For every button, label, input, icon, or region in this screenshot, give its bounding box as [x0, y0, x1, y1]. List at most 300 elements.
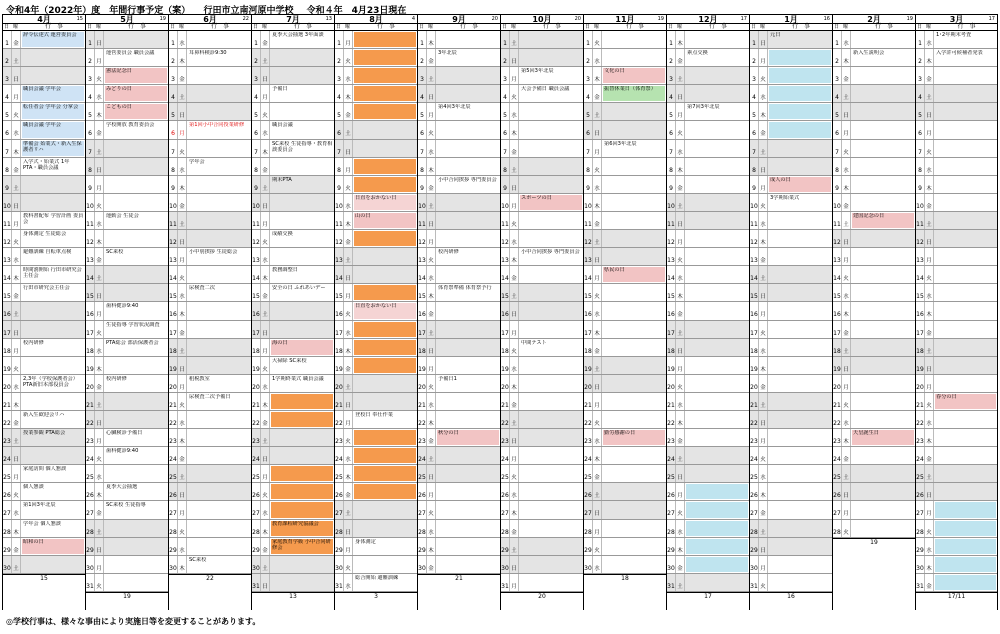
weekday: 土 [344, 501, 353, 518]
day-number: 24 [418, 447, 427, 464]
event-text [935, 159, 996, 174]
weekday: 水 [178, 31, 187, 48]
day-row [418, 266, 500, 284]
day-row [86, 103, 168, 121]
event-text [603, 502, 665, 517]
day-row [169, 31, 251, 49]
weekday: 日 [178, 483, 187, 500]
day-row [833, 85, 915, 103]
event-text [22, 448, 84, 463]
weekday: 日 [925, 483, 934, 500]
day-number: 20 [916, 375, 925, 392]
day-number: 17 [252, 321, 261, 338]
weekday: 水 [510, 230, 519, 247]
weekday: 火 [842, 266, 851, 283]
event-text [354, 249, 416, 264]
day-row [667, 284, 749, 302]
month-name: 10月 [532, 15, 552, 24]
weekday: 日 [261, 447, 270, 464]
day-row [584, 121, 666, 139]
weekday: 火 [842, 520, 851, 537]
weekday: 日 [178, 357, 187, 374]
day-row [667, 411, 749, 429]
day-number: 9 [3, 176, 12, 193]
event-text [105, 412, 167, 427]
event-text [520, 521, 582, 536]
day-number: 17 [86, 321, 95, 338]
subheader-day: 日 [336, 24, 342, 30]
day-row [335, 501, 417, 519]
event-text [354, 322, 416, 337]
day-number: 29 [418, 538, 427, 555]
day-number: 25 [3, 465, 12, 482]
day-number: 3 [86, 67, 95, 84]
day-row [833, 266, 915, 284]
day-row [833, 67, 915, 85]
event-text [935, 86, 996, 101]
weekday: 火 [12, 103, 21, 120]
day-row [501, 212, 583, 230]
weekday: 日 [427, 212, 436, 229]
event-text [686, 539, 748, 554]
day-number: 2 [916, 49, 925, 66]
day-number: 27 [667, 501, 676, 518]
day-number: 27 [916, 501, 925, 518]
month-name: 11月 [615, 15, 635, 24]
day-row [501, 266, 583, 284]
day-number: 5 [750, 103, 759, 120]
day-row [584, 140, 666, 158]
day-row [335, 411, 417, 429]
weekday: 日 [12, 194, 21, 211]
event-text [686, 430, 748, 445]
day-number: 4 [418, 85, 427, 102]
weekday: 水 [759, 212, 768, 229]
event-text [354, 104, 416, 119]
weekday: 木 [344, 212, 353, 229]
day-row [833, 339, 915, 357]
weekday: 木 [510, 375, 519, 392]
day-number: 29 [335, 538, 344, 555]
day-number: 29 [501, 538, 510, 555]
event-text: 建国記念の日 [852, 213, 914, 228]
weekday: 日 [261, 574, 270, 591]
event-text [354, 50, 416, 65]
event-text [188, 502, 250, 517]
subheader-events: 行 事 [874, 23, 893, 30]
weekday: 火 [178, 520, 187, 537]
month-header [584, 14, 666, 24]
event-text [520, 376, 582, 391]
day-row [335, 465, 417, 483]
day-row [252, 121, 334, 139]
day-row [916, 393, 997, 411]
weekday: 水 [95, 85, 104, 102]
event-text [354, 122, 416, 137]
day-number: 19 [252, 357, 261, 374]
day-row [86, 158, 168, 176]
event-text [354, 340, 416, 355]
weekday: 土 [676, 447, 685, 464]
weekday: 木 [344, 465, 353, 482]
day-number: 19 [501, 357, 510, 374]
day-number: 7 [252, 140, 261, 157]
day-number: 15 [750, 284, 759, 301]
event-text [935, 195, 996, 210]
weekday: 土 [510, 158, 519, 175]
day-row [86, 574, 168, 592]
day-row [584, 411, 666, 429]
day-row [335, 31, 417, 49]
event-text [105, 177, 167, 192]
weekday: 水 [842, 158, 851, 175]
day-number: 21 [667, 393, 676, 410]
day-row [418, 176, 500, 194]
day-number: 20 [418, 375, 427, 392]
day-row [86, 321, 168, 339]
event-text [935, 322, 996, 337]
weekday: 月 [510, 194, 519, 211]
event-text [520, 466, 582, 481]
weekday: 金 [842, 447, 851, 464]
weekday: 木 [427, 411, 436, 428]
event-text: 憲法記念日 [105, 68, 167, 83]
event-text [686, 394, 748, 409]
day-number: 13 [86, 248, 95, 265]
day-number: 11 [418, 212, 427, 229]
event-text: 大掃除 SC来校 [272, 357, 307, 364]
day-row [169, 339, 251, 357]
event-text [852, 86, 914, 101]
day-number: 28 [252, 520, 261, 537]
weekday: 金 [593, 85, 602, 102]
event-text: SC来校 生徒指導 [106, 502, 146, 509]
day-number: 7 [169, 140, 178, 157]
event-text [769, 249, 831, 264]
weekday: 火 [759, 321, 768, 338]
event-text [188, 430, 250, 445]
day-number: 6 [501, 121, 510, 138]
weekday: 日 [759, 411, 768, 428]
day-row [833, 284, 915, 302]
weekday: 金 [510, 520, 519, 537]
day-number: 5 [86, 103, 95, 120]
weekday: 金 [95, 248, 104, 265]
weekday: 土 [178, 212, 187, 229]
day-row [916, 230, 997, 248]
event-text: 学年会 個人懇談 [23, 520, 61, 527]
day-number: 27 [418, 501, 427, 518]
weekday: 日 [842, 103, 851, 120]
weekday: 土 [842, 85, 851, 102]
event-text [769, 104, 831, 119]
day-row [833, 429, 915, 447]
day-number: 22 [667, 411, 676, 428]
weekday: 水 [427, 393, 436, 410]
day-number: 20 [750, 375, 759, 392]
day-row [86, 429, 168, 447]
weekday: 日 [95, 538, 104, 555]
event-text [935, 430, 996, 445]
event-text [22, 557, 84, 572]
day-row [833, 321, 915, 339]
month-school-days: 20 [574, 16, 581, 22]
event-text: 第7回3年北辰 [687, 104, 720, 111]
weekday: 月 [427, 103, 436, 120]
weekday: 火 [427, 121, 436, 138]
day-row [3, 321, 85, 339]
event-text [935, 340, 996, 355]
weekday: 月 [95, 49, 104, 66]
event-text [852, 141, 914, 156]
weekday: 土 [759, 140, 768, 157]
weekday: 木 [842, 302, 851, 319]
day-row [3, 465, 85, 483]
day-number: 26 [750, 483, 759, 500]
day-row [667, 103, 749, 121]
subheader-weekday: 曜 [13, 24, 19, 30]
day-number: 14 [169, 266, 178, 283]
day-row [3, 31, 85, 49]
day-number: 1 [916, 31, 925, 48]
weekday: 金 [95, 121, 104, 138]
day-row [667, 393, 749, 411]
weekday: 日 [261, 67, 270, 84]
day-row [667, 140, 749, 158]
event-text [354, 430, 416, 445]
day-number: 9 [667, 176, 676, 193]
weekday: 火 [510, 339, 519, 356]
weekday: 火 [593, 284, 602, 301]
day-row [501, 574, 583, 592]
event-text [188, 195, 250, 210]
day-number: 21 [418, 393, 427, 410]
event-text [520, 322, 582, 337]
weekday: 金 [261, 158, 270, 175]
day-row [667, 248, 749, 266]
weekday: 土 [95, 520, 104, 537]
event-text [686, 340, 748, 355]
day-number: 2 [252, 49, 261, 66]
day-number: 25 [501, 465, 510, 482]
event-text: 県民の日 [603, 267, 665, 282]
day-row [252, 556, 334, 574]
weekday: 土 [95, 393, 104, 410]
day-row [750, 121, 832, 139]
day-row [3, 483, 85, 501]
day-number: 30 [584, 556, 593, 573]
month-column [334, 14, 417, 610]
event-text: 運営委員会 職員会議 [106, 50, 155, 57]
day-number: 5 [252, 103, 261, 120]
event-text [603, 195, 665, 210]
subheader-day: 日 [502, 24, 508, 30]
event-text: 第4回3年北辰 [438, 104, 471, 111]
day-row [86, 121, 168, 139]
day-number: 4 [667, 85, 676, 102]
day-number: 10 [667, 194, 676, 211]
weekday: 木 [842, 176, 851, 193]
day-number: 31 [916, 574, 925, 591]
day-number: 14 [667, 266, 676, 283]
event-text [354, 502, 416, 517]
day-row [667, 465, 749, 483]
event-text: 家庭教育学級 小中合同研修会 [271, 539, 333, 554]
month-school-days: 4 [411, 16, 415, 22]
day-number: 7 [750, 140, 759, 157]
day-row [501, 176, 583, 194]
subheader-events: 行 事 [542, 23, 561, 30]
weekday: 水 [759, 339, 768, 356]
day-row [750, 465, 832, 483]
day-row [916, 67, 997, 85]
weekday: 水 [510, 483, 519, 500]
event-text [852, 195, 914, 210]
day-number: 25 [584, 465, 593, 482]
day-row [750, 176, 832, 194]
day-row [252, 248, 334, 266]
event-text [603, 231, 665, 246]
day-row [86, 339, 168, 357]
weekday: 金 [510, 266, 519, 283]
event-text [520, 502, 582, 517]
event-text: 元日 [770, 32, 781, 38]
weekday: 火 [925, 266, 934, 283]
event-text [520, 394, 582, 409]
day-number: 14 [501, 266, 510, 283]
weekday: 月 [510, 574, 519, 591]
weekday: 月 [925, 501, 934, 518]
day-number: 22 [86, 411, 95, 428]
event-text [686, 177, 748, 192]
weekday: 火 [925, 393, 934, 410]
weekday: 火 [676, 121, 685, 138]
day-number: 30 [916, 556, 925, 573]
day-number: 22 [833, 411, 842, 428]
event-text [852, 104, 914, 119]
event-text: 租税教室 [189, 375, 210, 382]
day-row [3, 284, 85, 302]
day-row [86, 501, 168, 519]
weekday: 金 [925, 194, 934, 211]
day-number: 21 [86, 393, 95, 410]
day-number: 12 [3, 230, 12, 247]
day-number: 22 [750, 411, 759, 428]
event-text: 小中合同挨拶 専門委員会 [521, 249, 580, 256]
weekday: 金 [510, 140, 519, 157]
day-number: 9 [418, 176, 427, 193]
month-column [2, 14, 85, 610]
month-header [833, 14, 915, 24]
day-row [750, 483, 832, 501]
day-number: 12 [86, 230, 95, 247]
event-text [437, 267, 499, 282]
weekday: 水 [842, 411, 851, 428]
day-number: 14 [833, 266, 842, 283]
day-number: 25 [252, 465, 261, 482]
day-row [667, 483, 749, 501]
day-number: 26 [335, 483, 344, 500]
weekday: 火 [178, 393, 187, 410]
event-text [603, 466, 665, 481]
day-row [667, 447, 749, 465]
event-text [686, 575, 748, 590]
subheader-weekday: 曜 [511, 24, 517, 30]
event-text [271, 430, 333, 445]
day-number: 16 [418, 302, 427, 319]
event-text [105, 557, 167, 572]
day-number: 7 [584, 140, 593, 157]
weekday: 土 [261, 429, 270, 446]
weekday: 日 [178, 230, 187, 247]
weekday: 木 [12, 266, 21, 283]
weekday: 火 [759, 574, 768, 591]
weekday: 水 [344, 321, 353, 338]
weekday: 金 [593, 465, 602, 482]
day-row [169, 194, 251, 212]
month-total: 22 [169, 574, 251, 583]
subheader-day: 日 [419, 24, 425, 30]
event-text [935, 231, 996, 246]
day-number: 3 [252, 67, 261, 84]
day-number: 22 [501, 411, 510, 428]
day-number: 16 [584, 302, 593, 319]
weekday: 火 [95, 321, 104, 338]
event-text: 教務調整日 [272, 267, 298, 274]
event-text [188, 213, 250, 228]
weekday: 土 [12, 49, 21, 66]
day-row [501, 357, 583, 375]
day-row [3, 339, 85, 357]
event-text [520, 303, 582, 318]
day-row [252, 103, 334, 121]
day-number: 4 [169, 85, 178, 102]
weekday: 土 [593, 230, 602, 247]
day-row [833, 176, 915, 194]
weekday: 金 [842, 321, 851, 338]
day-row [584, 103, 666, 121]
weekday: 金 [759, 501, 768, 518]
weekday: 火 [12, 230, 21, 247]
day-row [169, 212, 251, 230]
day-number: 17 [501, 321, 510, 338]
day-number: 23 [916, 429, 925, 446]
event-text [603, 213, 665, 228]
day-number: 7 [916, 140, 925, 157]
weekday: 日 [12, 67, 21, 84]
day-row [584, 49, 666, 67]
day-number: 20 [833, 375, 842, 392]
day-row [3, 158, 85, 176]
weekday: 火 [344, 302, 353, 319]
day-row [750, 501, 832, 519]
day-number: 20 [335, 375, 344, 392]
event-text [935, 557, 996, 572]
day-row [335, 140, 417, 158]
day-row [169, 85, 251, 103]
subheader-events: 行 事 [957, 23, 976, 30]
day-row [252, 31, 334, 49]
day-row [169, 556, 251, 574]
day-number: 15 [833, 284, 842, 301]
event-text [437, 303, 499, 318]
subheader-events: 行 事 [210, 23, 229, 30]
day-row [584, 284, 666, 302]
day-number: 17 [169, 321, 178, 338]
weekday: 月 [842, 248, 851, 265]
event-text [603, 322, 665, 337]
weekday: 火 [842, 140, 851, 157]
